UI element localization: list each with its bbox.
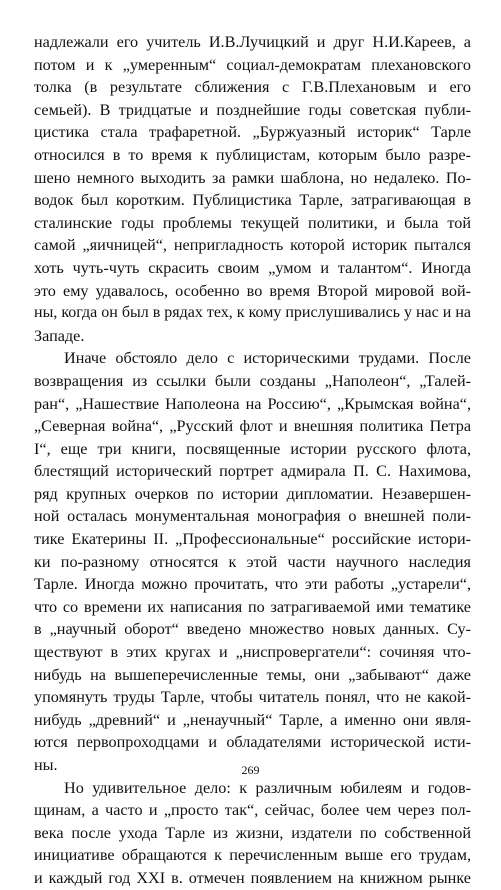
paragraph-2 [34, 347, 471, 776]
text-line: ны. [34, 756, 58, 774]
text-line: ны, когда он был в рядах тех, к кому прислушивались у нас и на [34, 304, 471, 322]
paragraph-3 [34, 777, 471, 890]
text-line: сталинские годы проблемы текущей политики, и была той [34, 213, 471, 232]
text-line: надлежали его учитель И.В.Лучицкий и друг Н.И.Кареев, а [34, 33, 471, 51]
body-text [34, 31, 471, 890]
text-line: хоть чуть-чуть скрасить своим „умом и талантом“. Иногда [34, 258, 471, 277]
text-line: щинам, а часто и „просто так“, сейчас, более чем через пол- [34, 801, 471, 820]
text-line: упомянуть труды Тарле, чтобы читатель понял, что не какой- [34, 688, 471, 707]
text-line: нибудь „древний“ и „ненаучный“ Тарле, а именно они явля- [34, 710, 471, 729]
text-line: инициативе обращаются к перечисленным выше его трудам, [34, 846, 471, 865]
text-line: блестящий исторический портрет адмирала П. С. Нахимова, [34, 462, 471, 481]
text-line: водок был коротким. Публицистика Тарле, затрагивающая в [34, 191, 471, 210]
text-line: нибудь на вышеперечисленные темы, они „забывают“ даже [34, 665, 471, 684]
text-line: цистика стала трафаретной. „Буржуазный историк“ Тарле [34, 123, 471, 142]
text-line: самой „яичницей“, непригладность которой историк пытался [34, 236, 471, 255]
text-line: шено немного выходить за рамки шаблона, но недалеко. По- [34, 168, 471, 187]
text-line: Западе. [34, 326, 85, 345]
paragraph-1 [34, 31, 471, 347]
text-line: возвращения из ссылки были созданы „Наполеон“, „Талей- [34, 371, 471, 390]
text-line: „Северная война“, „Русский флот и внешняя политика Петра [34, 417, 471, 436]
text-line: Но удивительное дело: к различным юбилеям и годов- [64, 778, 471, 797]
text-line: Тарле. Иногда можно прочитать, что эти работы „устарели“, [34, 575, 471, 594]
text-line: что со времени их написания по затрагиваемой ими тематике [34, 597, 471, 616]
text-line: семьей). В тридцатые и позднейшие годы советская публи- [34, 100, 471, 119]
text-line: тике Екатерины II. „Профессиональные“ российские истори- [34, 530, 471, 549]
page-number: 269 [241, 763, 260, 777]
text-line: века после ухода Тарле из жизни, издатели по собственной [34, 823, 471, 842]
text-line: это ему удавалось, особенно во время Второй мировой вой- [34, 281, 471, 300]
text-line: и каждый год XXI в. отмечен появлением на книжном рынке [34, 868, 471, 887]
text-line: I“, еще три книги, посвященные истории русского флота, [34, 439, 471, 458]
text-line: ран“, „Нашествие Наполеона на Россию“, „Крымская война“, [34, 394, 471, 413]
text-line: ются первопроходцами и обладателями исторической исти- [34, 733, 471, 752]
text-line: потом и к „умеренным“ социал-демократам плехановского [34, 55, 471, 74]
text-line: Иначе обстояло дело с историческими трудами. После [64, 349, 471, 368]
text-line: толка (в результате сближения с Г.В.Плехановым и его [34, 78, 471, 97]
text-line: ной осталась монументальная монография о внешней поли- [34, 507, 471, 526]
text-line: относился в то время к публицистам, которым было разре- [34, 145, 471, 164]
text-line: в „научный оборот“ введено множество новых данных. Су- [34, 620, 471, 639]
text-line: ществуют в этих кругах и „ниспровергатели“: сочиняя что- [34, 643, 471, 662]
text-line: ки по-разному относятся к этой части научного наследия [34, 552, 471, 571]
text-line: ряд крупных очерков по истории дипломатии. Незавершен- [34, 484, 471, 503]
